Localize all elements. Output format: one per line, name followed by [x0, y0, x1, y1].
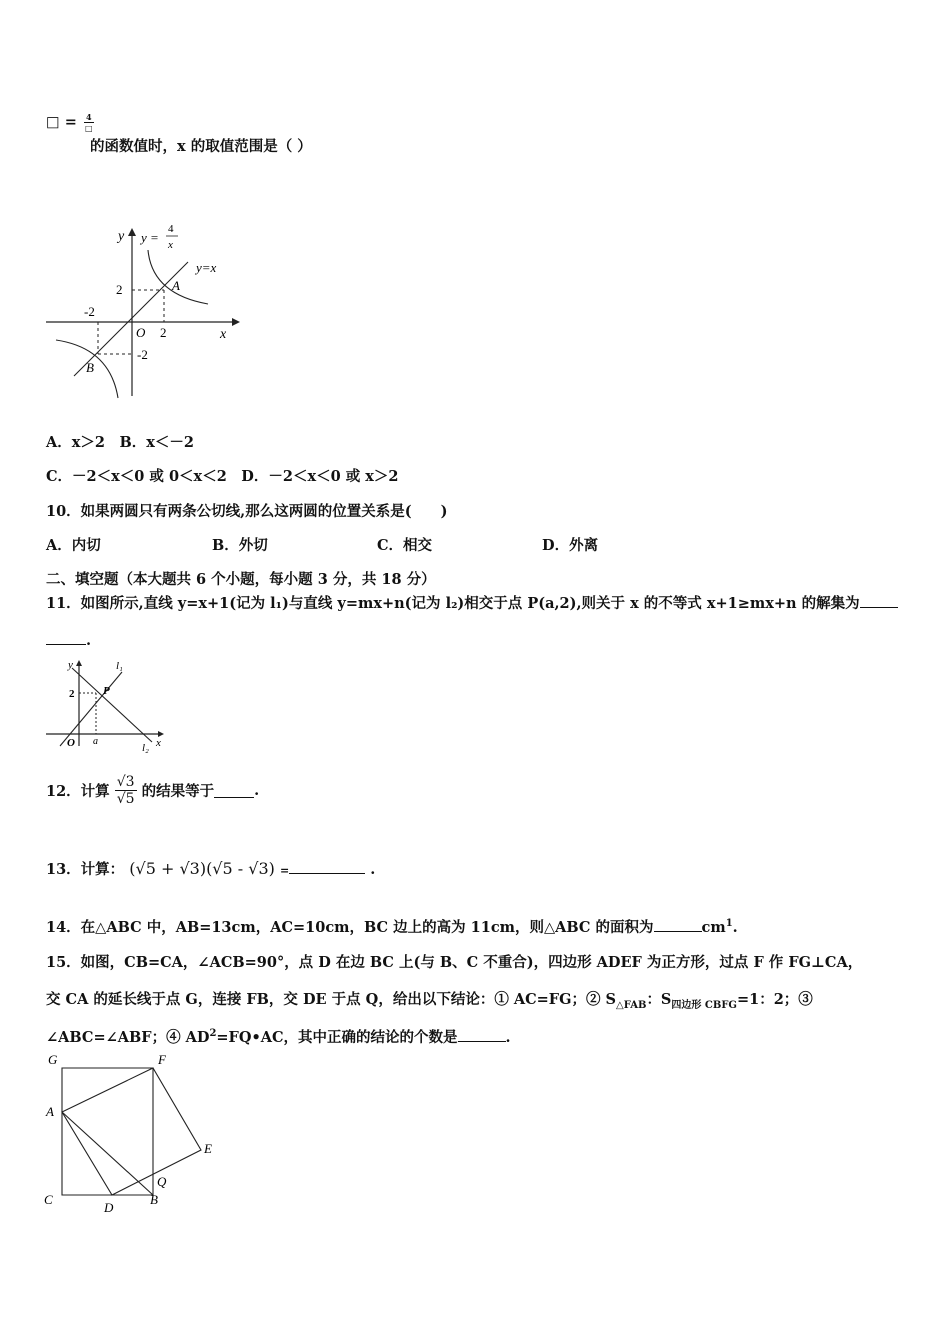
- q9-option-a: A．x＞2 B．x＜－2: [46, 434, 194, 451]
- q15-line2-sub2: 四边形 CBFG: [671, 999, 737, 1011]
- q9-y-label: y: [118, 229, 125, 244]
- q9-graph: [40, 222, 250, 402]
- q15-square-cbfg: [62, 1068, 153, 1195]
- q9-x-arrow: [232, 318, 240, 326]
- q12-prefix: 12．计算: [46, 783, 110, 800]
- q15-figure: [40, 1050, 230, 1220]
- q11-two-label: 2: [69, 688, 75, 700]
- q9-tick-2y: 2: [116, 282, 123, 297]
- q9-x-label: x: [220, 327, 227, 342]
- q15-line3-sup: 2: [209, 1028, 217, 1040]
- q9-hyperbola-q1: [148, 250, 208, 304]
- q15-line3-a: ∠ABC=∠ABF；④ AD: [46, 1029, 210, 1046]
- q12-suffix: 的结果等于: [141, 783, 215, 800]
- q12-tail: .: [254, 782, 260, 799]
- q9-func-den: x: [168, 239, 173, 251]
- q15-label-d: D: [104, 1200, 114, 1215]
- q11-y-label: y: [68, 659, 73, 671]
- q15-line3-b: =FQ•AC，其中正确的结论的个数是: [216, 1029, 458, 1046]
- q14: [46, 916, 738, 937]
- q15-line1: 15．如图，CB=CA，∠ACB=90°，点 D 在边 BC 上(与 B、C 不重合)，四边形 ADEF 为正方形，过点 F 作 FG⊥CA，: [46, 954, 863, 971]
- q9-formula-num: 4: [85, 112, 92, 122]
- q10-option-a: A．内切: [46, 537, 101, 554]
- q13-expr: (√5 + √3)(√5 - √3): [129, 859, 275, 878]
- q9-line-yx: [74, 262, 188, 376]
- q10-option-c: C．相交: [377, 537, 433, 554]
- q9-func-num: 4: [168, 223, 174, 235]
- q12: [46, 774, 259, 807]
- q14-tail: .: [732, 919, 738, 936]
- q15-label-f: F: [158, 1052, 166, 1067]
- q11-tail: .: [86, 632, 92, 649]
- q9-func-label: y =: [141, 230, 159, 245]
- q15-label-a: A: [46, 1104, 54, 1119]
- section2-title: 二、填空题（本大题共 6 个小题，每小题 3 分，共 18 分）: [46, 571, 436, 588]
- q9-point-b: B: [86, 360, 94, 375]
- q15-label-q: Q: [157, 1174, 167, 1189]
- q15-line3: [46, 1026, 511, 1047]
- q15-label-e: E: [204, 1141, 212, 1156]
- q11-l2-label: l₂: [142, 742, 149, 754]
- q13-prefix: 13．计算：: [46, 861, 125, 878]
- q13-tail: .: [370, 861, 376, 878]
- q15-line2-b: ：S: [646, 991, 672, 1008]
- q15-line2-sub1: △FAB: [616, 999, 647, 1011]
- q15-label-c: C: [44, 1192, 53, 1207]
- q9-stem: 的函数值时，x 的取值范围是（ ）: [90, 138, 312, 155]
- q9-formula: [46, 112, 94, 133]
- q11-blank-line2: [46, 630, 91, 649]
- q9-formula-den: □: [84, 123, 93, 133]
- q15-label-g: G: [48, 1052, 58, 1067]
- q10-stem: 10．如果两圆只有两条公切线,那么这两圆的位置关系是( ): [46, 503, 448, 520]
- q14-blank: [654, 917, 702, 932]
- q11-stem: [46, 592, 898, 613]
- q11-l1-label: l₁: [116, 660, 123, 672]
- q9-formula-frac: [84, 112, 94, 133]
- q13-eq: =: [279, 864, 290, 877]
- q11-o-label: O: [67, 737, 75, 749]
- q11-x-label: x: [156, 737, 161, 749]
- q9-line-label: y=x: [196, 260, 217, 275]
- q15-blank: [458, 1027, 506, 1042]
- q9-tick-neg2x: -2: [84, 304, 95, 319]
- q15-line2: [46, 988, 813, 1011]
- q14-stem: 14．在△ABC 中，AB=13cm，AC=10cm，BC 边上的高为 11cm，则△ABC 的面积为: [46, 919, 654, 936]
- q14-sup: 1: [725, 918, 733, 930]
- q12-frac: [115, 774, 137, 807]
- q12-blank: [214, 783, 254, 798]
- q11-p-label: P: [103, 685, 110, 697]
- q10-option-b: B．外切: [212, 537, 268, 554]
- q15-line2-a: 交 CA 的延长线于点 G，连接 FB，交 DE 于点 Q，给出以下结论：① AC=FG；② S: [46, 991, 617, 1008]
- q9-y-arrow: [128, 228, 136, 236]
- q11-y-arrow: [76, 660, 82, 666]
- q12-num: √3: [116, 774, 135, 790]
- q15-label-b: B: [150, 1192, 158, 1207]
- q9-tick-2x: 2: [160, 325, 167, 340]
- q11-blank-b: [46, 630, 86, 645]
- q11-line-l1: [60, 672, 122, 746]
- q9-option-c: C．－2＜x＜0 或 0＜x＜2 D．－2＜x＜0 或 x＞2: [46, 468, 399, 485]
- q11-blank-a: [860, 593, 898, 608]
- q9-point-a: A: [172, 278, 180, 293]
- q14-unit: cm: [701, 919, 726, 936]
- q11-line-l2: [72, 668, 152, 742]
- q15-line2-c: =1：2；③: [736, 991, 813, 1008]
- q15-line3-tail: .: [505, 1029, 511, 1046]
- q9-tick-neg2y: -2: [137, 347, 148, 362]
- q9-origin: O: [136, 325, 146, 340]
- q13-blank: [289, 859, 365, 874]
- q9-formula-eq: =: [64, 113, 77, 131]
- q11-stem-text: 11．如图所示,直线 y=x+1(记为 l₁)与直线 y=mx+n(记为 l₂)相交于点 P(a,2),则关于 x 的不等式 x+1≥mx+n 的解集为: [46, 595, 860, 612]
- q12-den: √5: [116, 791, 135, 807]
- q11-a-label: a: [93, 736, 98, 747]
- q10-option-d: D．外离: [542, 537, 599, 554]
- q9-formula-box: □: [46, 113, 60, 131]
- q15-seg-ab: [62, 1112, 153, 1195]
- q11-graph: [42, 654, 172, 754]
- q13: [46, 858, 375, 879]
